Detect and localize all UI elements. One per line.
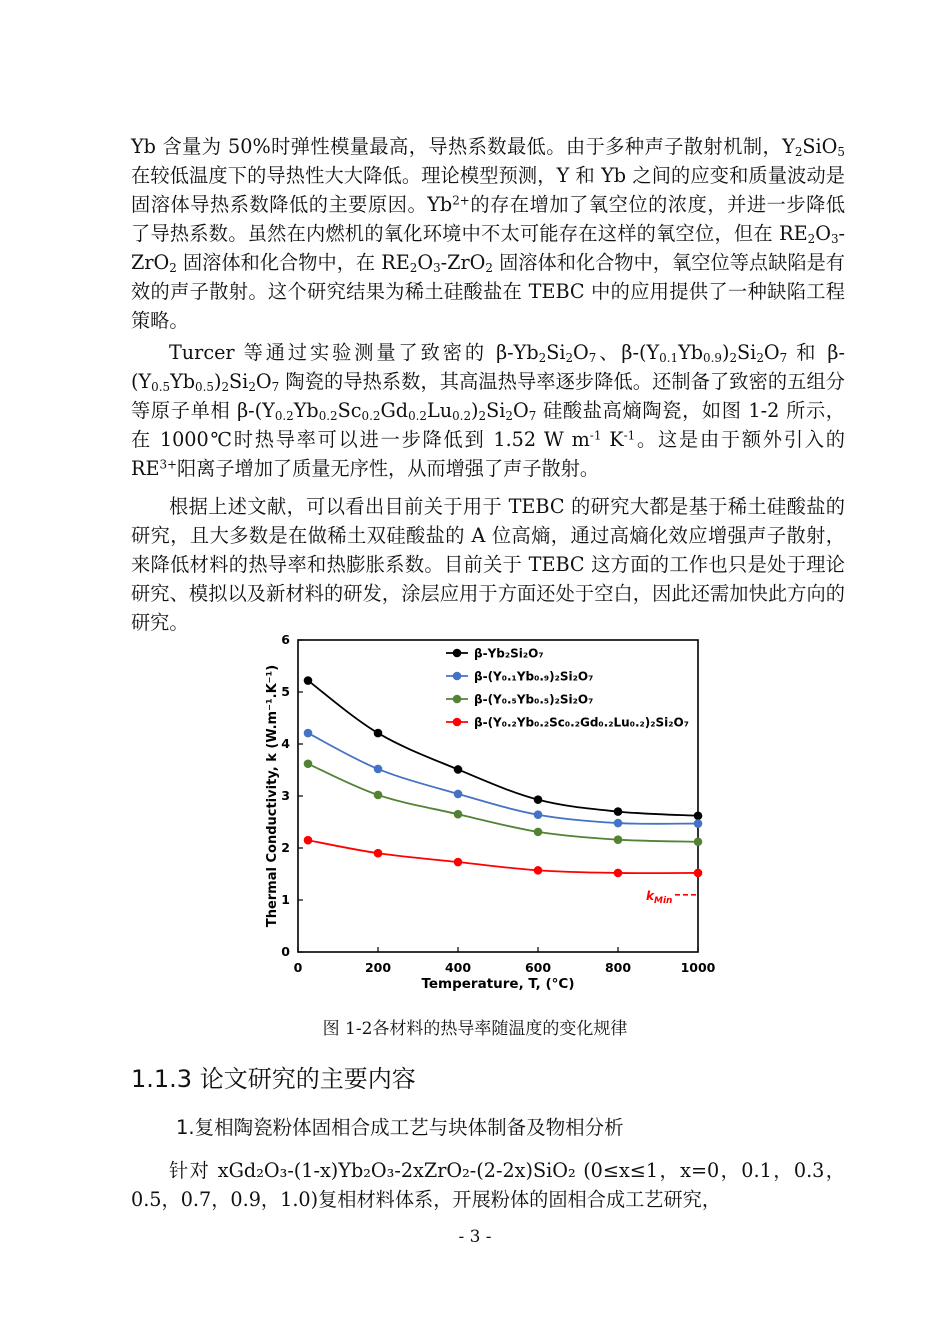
figure-caption: 图 1-2各材料的热导率随温度的变化规律 — [322, 1019, 628, 1039]
x-tick-label: 0 — [293, 960, 303, 975]
y-axis-label: Thermal Conductivity, k (W.m⁻¹.K⁻¹) — [265, 664, 280, 928]
data-point — [374, 765, 383, 774]
x-tick-label: 600 — [524, 960, 552, 975]
y-tick-label: 3 — [281, 788, 290, 803]
x-tick-label: 400 — [444, 960, 472, 975]
paragraph-4: 针对 xGd₂O₃-(1-x)Yb₂O₃-2xZrO₂-(2-2x)SiO₂ (0≤x≤1，x=0，0.1，0.3，0.5，0.7，0.9，1.0)复相材料体系，开展粉体的固相合成工艺研究， — [131, 1159, 845, 1211]
thermal-conductivity-chart — [258, 632, 720, 1000]
section-heading: 1.1.3 论文研究的主要内容 — [131, 1065, 416, 1093]
plot-frame — [298, 640, 698, 952]
y-tick-label: 6 — [281, 632, 290, 647]
page-number: - 3 - — [458, 1227, 492, 1247]
chart-svg — [258, 632, 720, 1000]
y-tick-label: 1 — [281, 892, 290, 907]
series-line — [308, 840, 698, 873]
legend-marker — [453, 718, 462, 727]
data-point — [614, 869, 623, 878]
legend-marker — [453, 695, 462, 704]
data-point — [374, 849, 383, 858]
legend-marker — [453, 649, 462, 658]
data-point — [694, 837, 703, 846]
paragraph-1: Yb 含量为 50%时弹性模量最高，导热系数最低。由于多种声子散射机制，$Y_2SiO_5$ 在较低温度下的导热性大大降低。理论模型预测，Y 和 Yb 之间的应变和质量波动是固溶体导热系数降低的主要原因。$Yb^{2+}$的存在增加了氧空位的浓度，并进一步降低了导热系数。虽然在内燃机的氧化环境中不太可能存在这样的氧空位，但在 $RE_2O_3-ZrO_2$ 固溶体和化合物中，在 $RE_2O_3-ZrO_2$ 固溶体和化合物中，氧空位等点缺陷是有效的声子散射。这个研究结果为稀土硅酸盐在 TEBC 中的应用提供了一种缺陷工程策略。 — [131, 135, 846, 332]
data-point — [374, 791, 383, 800]
data-point — [304, 676, 313, 685]
data-point — [614, 835, 623, 844]
series-line — [308, 764, 698, 842]
subsection-heading: 1.复相陶瓷粉体固相合成工艺与块体制备及物相分析 — [176, 1116, 624, 1139]
legend-label: β-(Y₀.₅Yb₀.₅)₂Si₂O₇ — [474, 692, 594, 707]
y-tick-label: 2 — [281, 840, 290, 855]
data-point — [454, 810, 463, 819]
data-point — [534, 795, 543, 804]
data-point — [374, 729, 383, 738]
series-4 — [304, 836, 703, 877]
kmin-label: $k_{Min}$ — [646, 888, 673, 906]
y-tick-label: 5 — [281, 684, 290, 699]
legend-label: β-(Y₀.₂Yb₀.₂Sc₀.₂Gd₀.₂Lu₀.₂)₂Si₂O₇ — [474, 715, 689, 730]
data-point — [454, 858, 463, 867]
legend-label: β-(Y₀.₁Yb₀.₉)₂Si₂O₇ — [474, 669, 594, 684]
data-point — [534, 828, 543, 837]
data-point — [614, 819, 623, 828]
x-tick-label: 200 — [364, 960, 392, 975]
data-point — [304, 729, 313, 738]
series-line — [308, 733, 698, 824]
data-point — [614, 807, 623, 816]
x-tick-label: 1000 — [680, 960, 716, 975]
data-point — [694, 819, 703, 828]
data-point — [454, 790, 463, 799]
data-point — [694, 869, 703, 878]
data-point — [454, 765, 463, 774]
data-point — [304, 836, 313, 845]
paragraph-3: 根据上述文献，可以看出目前关于用于 TEBC 的研究大都是基于稀土硅酸盐的研究，且大多数是在做稀土双硅酸盐的 A 位高熵，通过高熵化效应增强声子散射，来降低材料的热导率和热膨胀系数。目前关于 TEBC 这方面的工作也只是处于理论研究、模拟以及新材料的研发，涂层应用于方面还处于空白，因此还需加快此方向的研究。 — [131, 495, 845, 634]
x-axis-label: Temperature, T, (°C) — [421, 976, 575, 992]
legend-label: β-Yb₂Si₂O₇ — [474, 646, 544, 661]
series-3 — [304, 759, 703, 846]
data-point — [304, 759, 313, 768]
x-tick-label: 800 — [604, 960, 632, 975]
y-tick-label: 0 — [281, 944, 290, 959]
data-point — [534, 810, 543, 819]
y-tick-label: 4 — [281, 736, 290, 751]
legend-marker — [453, 672, 462, 681]
paragraph-2: Turcer 等通过实验测量了致密的 $\beta-Yb_2Si_2O_7$、$\beta-(Y_{0.1}Yb_{0.9})_2Si_2O_7$ 和 $\beta-(Y_{0.5}Yb_{0.5})_2Si_2O_7$ 陶瓷的导热系数，其高温热导率逐步降低。还制备了致密的五组分等原子单相 $\beta-(Y_{0.2}Yb_{0.2}Sc_{0.2}Gd_{0.2}Lu_{0.2})_2Si_2O_7$ 硅酸盐高熵陶瓷，如图 1-2 所示，在 1000℃时热导率可以进一步降低到 1.52 W $m^{-1}$ $K^{-1}$。这是由于额外引入的 $RE^{3+}$阳离子增加了质量无序性，从而增强了声子散射。 — [131, 341, 845, 480]
data-point — [694, 811, 703, 820]
data-point — [534, 866, 543, 875]
